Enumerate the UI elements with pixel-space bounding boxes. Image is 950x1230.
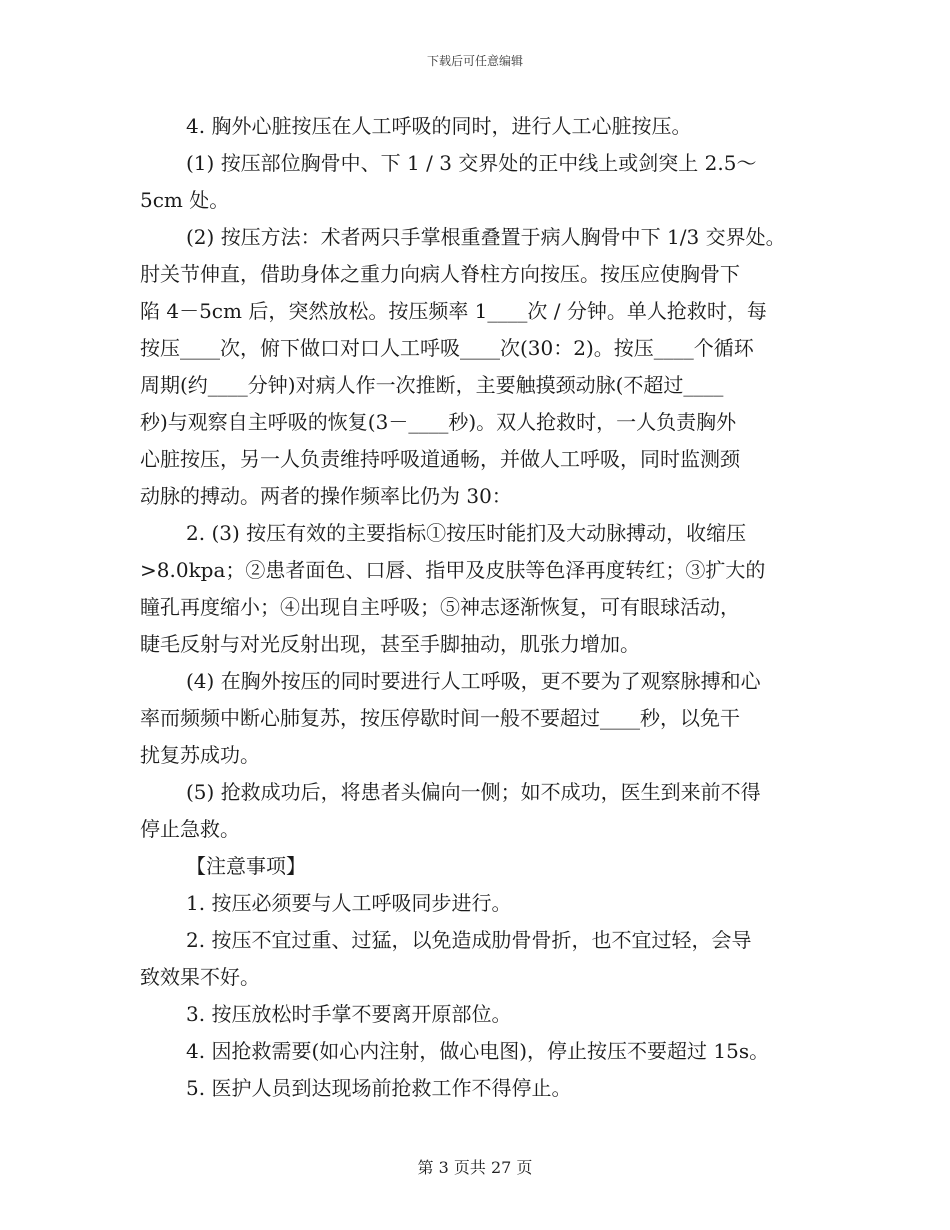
text-line: (5) 抢救成功后，将患者头偏向一侧；如不成功，医生到来前不得 — [186, 780, 761, 804]
text-line: 4. 胸外心脏按压在人工呼吸的同时，进行人工心脏按压。 — [186, 114, 692, 138]
section-heading: 【注意事项】 — [186, 854, 306, 878]
text-line: 2. (3) 按压有效的主要指标①按压时能扪及大动脉搏动，收缩压 — [186, 521, 747, 545]
text-line: 动脉的搏动。两者的操作频率比仍为 30： — [140, 484, 512, 508]
text-line: 陷 4－5cm 后，突然放松。按压频率 1____次 / 分钟。单人抢救时，每 — [140, 299, 767, 323]
document-body — [140, 108, 820, 1107]
text-line: 秒)与观察自主呼吸的恢复(3－____秒)。双人抢救时，一人负责胸外 — [140, 410, 737, 434]
text-line: 5. 医护人员到达现场前抢救工作不得停止。 — [186, 1076, 572, 1100]
text-line: 瞳孔再度缩小；④出现自主呼吸；⑤神志逐渐恢复，可有眼球活动， — [140, 595, 740, 619]
text-line: 2. 按压不宜过重、过猛，以免造成肋骨骨折，也不宜过轻，会导 — [186, 928, 752, 952]
text-line: (2) 按压方法：术者两只手掌根重叠置于病人胸骨中下 1/3 交界处。 — [186, 225, 786, 249]
text-line: (4) 在胸外按压的同时要进行人工呼吸，更不要为了观察脉搏和心 — [186, 669, 761, 693]
text-line: >8.0kpa；②患者面色、口唇、指甲及皮肤等色泽再度转红；③扩大的 — [140, 558, 766, 582]
text-line: 睫毛反射与对光反射出现，甚至手脚抽动，肌张力增加。 — [140, 632, 640, 656]
text-line: 5cm 处。 — [140, 188, 230, 212]
text-line: 3. 按压放松时手掌不要离开原部位。 — [186, 1002, 512, 1026]
text-line: 按压____次，俯下做口对口人工呼吸____次(30：2)。按压____个循环 — [140, 336, 754, 360]
header-note: 下载后可任意编辑 — [426, 54, 523, 68]
text-line: (1) 按压部位胸骨中、下 1 / 3 交界处的正中线上或剑突上 2.5～ — [186, 151, 757, 175]
text-line: 周期(约____分钟)对病人作一次推断，主要触摸颈动脉(不超过____ — [140, 373, 724, 397]
text-line: 致效果不好。 — [140, 965, 260, 989]
text-line: 扰复苏成功。 — [140, 743, 260, 767]
page-footer: 第 3 页共 27 页 — [417, 1158, 533, 1177]
text-line: 肘关节伸直，借助身体之重力向病人脊柱方向按压。按压应使胸骨下 — [140, 262, 740, 286]
text-line: 心脏按压，另一人负责维持呼吸道通畅，并做人工呼吸，同时监测颈 — [140, 447, 740, 471]
text-line: 率而频频中断心肺复苏，按压停歇时间一般不要超过____秒，以免干 — [140, 706, 740, 730]
text-line: 停止急救。 — [140, 817, 240, 841]
text-line: 1. 按压必须要与人工呼吸同步进行。 — [186, 891, 512, 915]
text-line: 4. 因抢救需要(如心内注射，做心电图)，停止按压不要超过 15s。 — [186, 1039, 770, 1063]
